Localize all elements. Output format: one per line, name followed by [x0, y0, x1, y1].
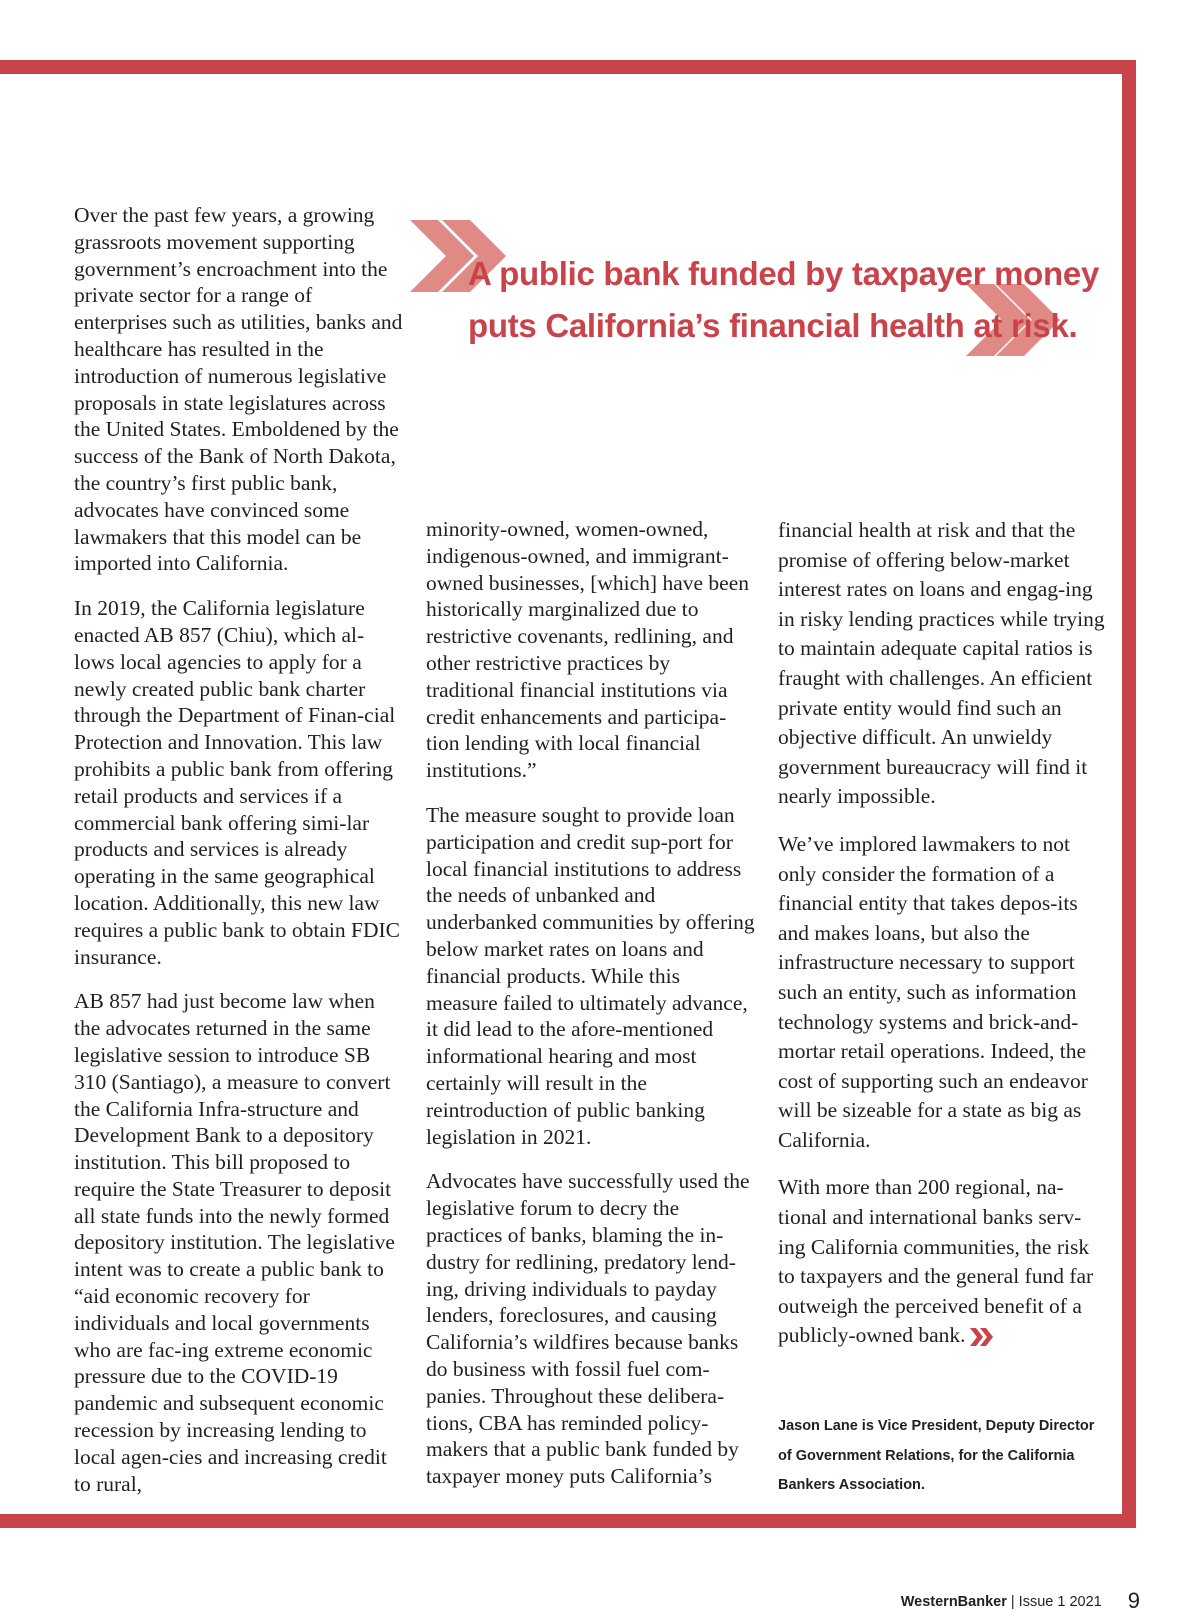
article-column-2: [426, 516, 756, 1508]
pull-quote-line-1: A public bank funded by taxpayer money: [468, 255, 1100, 292]
author-bio: Jason Lane is Vice President, Deputy Director of Government Relations, for the California Bankers Association.: [778, 1418, 1095, 1493]
pull-quote-chevrons: [410, 220, 1100, 380]
issue-label: | Issue 1 2021: [1010, 1594, 1102, 1610]
frame-bottom-border: [0, 1514, 1136, 1528]
paragraph: In 2019, the California legislature enacted AB 857 (Chiu), which al-lows local agencies to apply for a newly created public bank charter through the Department of Finan-cial Protection and Innovation. This law prohibits a public bank from offering retail products and services if a commercial bank offering simi-lar products and services is already operating in the same geographical location. Additionally, this new law requires a public bank to obtain FDIC insurance.: [74, 596, 401, 969]
frame-right-border: [1122, 60, 1136, 1528]
pull-quote-line-2: puts California’s financial health at risk.: [468, 307, 1078, 344]
double-chevron-right-icon: [970, 1328, 996, 1346]
paragraph: AB 857 had just become law when the advocates returned in the same legislative session to introduce SB 310 (Santiago), a measure to convert the California Infra-structure and Development Bank to a depository institution. This bill proposed to require the State Treasurer to deposit all state funds into the newly formed depository institution. The legislative intent was to create a public bank to “aid economic recovery for individuals and local governments who are fac-ing extreme economic pressure due to the COVID-19 pandemic and subsequent economic recession by increasing lending to local agen-cies and increasing credit to rural,: [74, 989, 395, 1496]
paragraph: Over the past few years, a growing grassroots movement supporting government’s encroachment into the private sector for a range of enterprises such as utilities, banks and healthcare has resulted in the introduction of numerous legislative proposals in state legislatures across the United States. Emboldened by the success of the Bank of North Dakota, the country’s first public bank, advocates have convinced some lawmakers that this model can be imported into California.: [74, 203, 403, 576]
pull-quote: [410, 220, 1100, 380]
closing-paragraph-text: With more than 200 regional, na-tional and international banks serv-ing California communities, the risk to taxpayers and the general fund far outweigh the perceived benefit of a publicly-owned bank.: [778, 1175, 1094, 1348]
article-column-3: [778, 516, 1108, 1369]
paragraph: Advocates have successfully used the legislative forum to decry the practices of banks, blaming the in-dustry for redlining, predatory lend-ing, driving individuals to payday lenders, foreclosures, and causing California’s wildfires because banks do business with fossil fuel com-panies. Throughout these delibera-tions, CBA has reminded policy-makers that a public bank funded by taxpayer money puts California’s: [426, 1169, 750, 1489]
frame-top-border: [0, 60, 1136, 74]
paragraph: financial health at risk and that the promise of offering below-market interest rates on loans and engag-ing in risky lending practices while trying to maintain adequate capital ratios is fraught with challenges. An efficient private entity would find such an objective difficult. An unwieldy government bureaucracy will find it nearly impossible.: [778, 518, 1105, 809]
paragraph: We’ve implored lawmakers to not only consider the formation of a financial entity that takes depos-its and makes loans, but also the infrastructure necessary to support such an entity, such as information technology systems and brick-and-mortar retail operations. Indeed, the cost of supporting such an endeavor will be sizeable for a state as big as California.: [778, 831, 1088, 1152]
page-number: 9: [1127, 1588, 1140, 1613]
article-column-1: [74, 202, 404, 1515]
paragraph: minority-owned, women-owned, indigenous-owned, and immigrant-owned businesses, [which] have been historically marginalized due to restrictive covenants, redlining, and other restrictive practices by traditional financial institutions via credit enhancements and participa-tion lending with local financial institutions.”: [426, 517, 750, 783]
paragraph: The measure sought to provide loan participation and credit sup-port for local financial institutions to address the needs of unbanked and underbanked communities by offering below market rates on loans and financial products. While this measure failed to ultimately advance, it did lead to the afore-mentioned informational hearing and most certainly will result in the reintroduction of public banking legislation in 2021.: [426, 802, 755, 1149]
paragraph: [778, 1173, 1108, 1351]
page-footer: [901, 1588, 1140, 1614]
publication-name: WesternBanker: [900, 1594, 1007, 1610]
